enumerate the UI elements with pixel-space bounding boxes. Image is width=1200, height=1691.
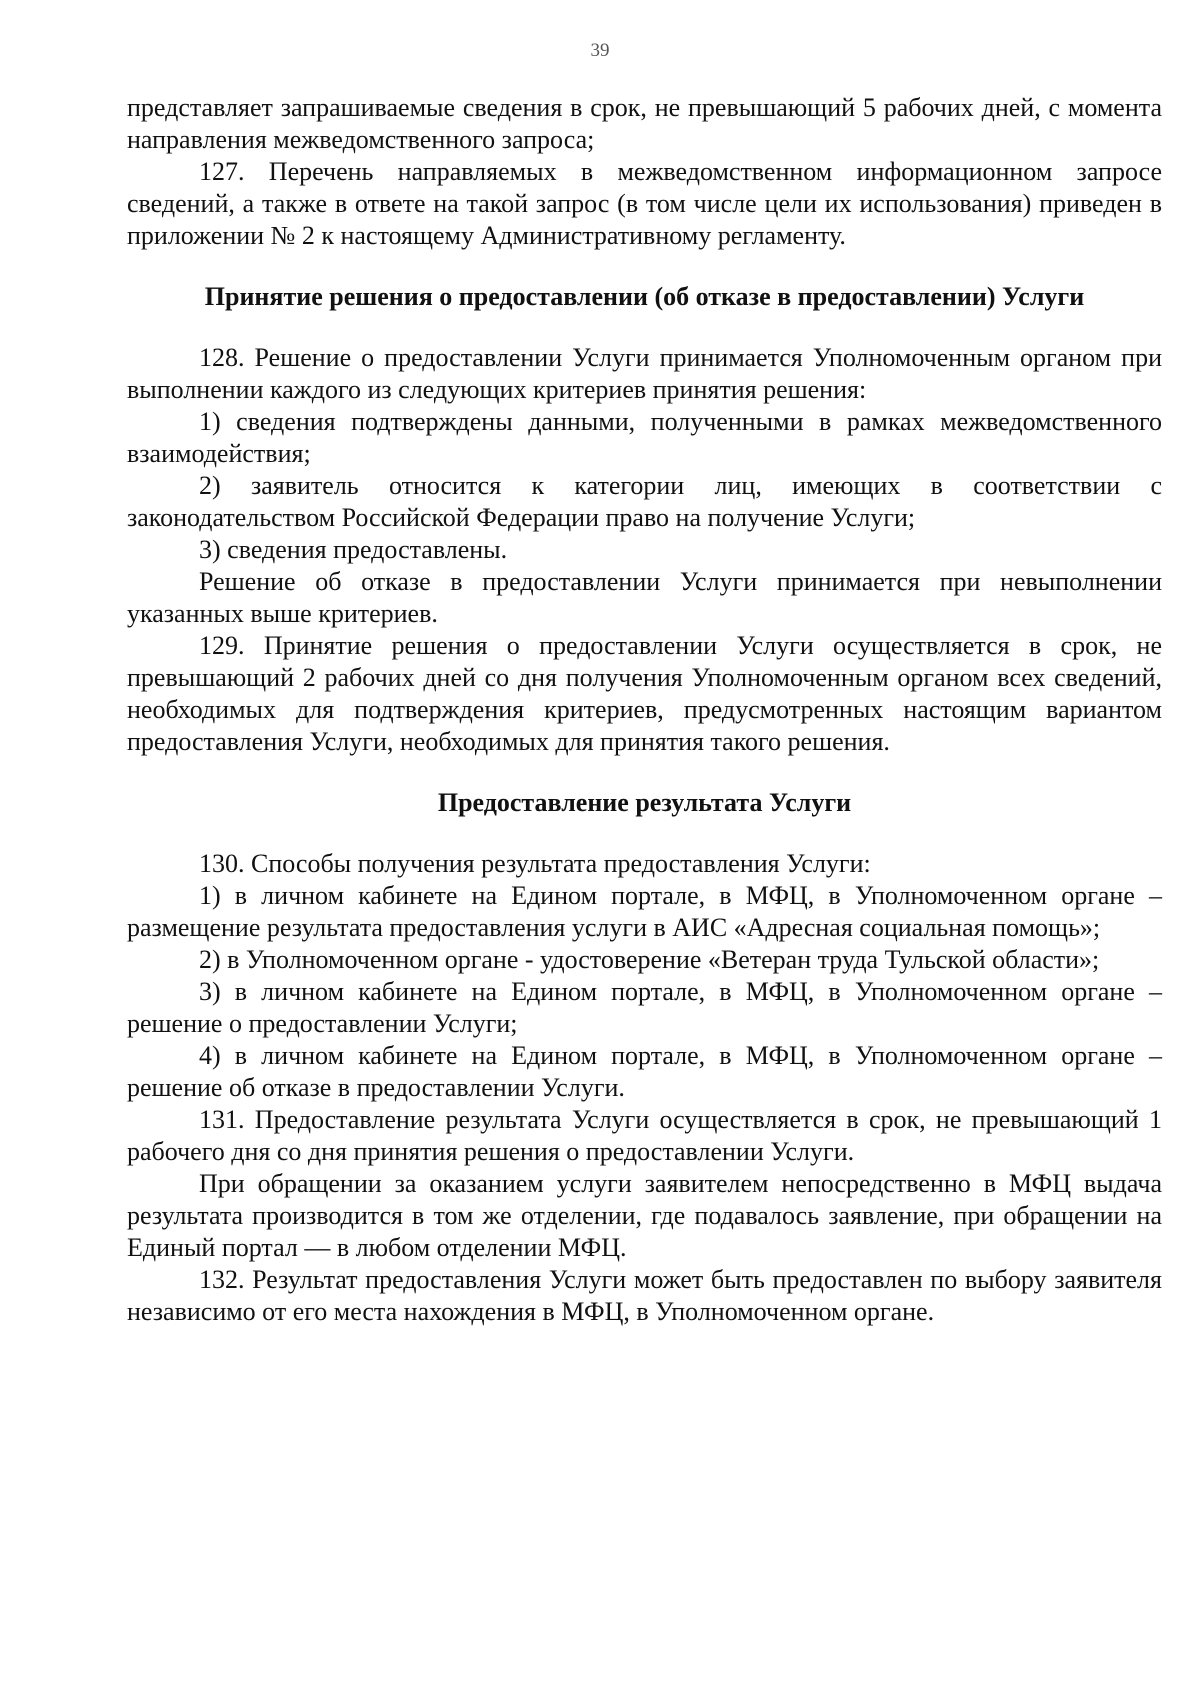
list-item-128-3: 3) сведения предоставлены. xyxy=(199,535,508,564)
section-heading-result: Предоставление результата Услуги xyxy=(437,788,852,817)
list-item-130-4: 4) в личном кабинете на Едином портале, в МФЦ, в Уполномоченном органе – решение об отказе в предоставлении Услуги. xyxy=(127,1041,1162,1102)
spacer xyxy=(127,252,1162,281)
spacer xyxy=(127,758,1162,787)
paragraph-132: 132. Результат предоставления Услуги может быть предоставлен по выбору заявителя независимо от его места нахождения в МФЦ, в Уполномоченном органе. xyxy=(127,1265,1162,1326)
paragraph-130: 130. Способы получения результата предоставления Услуги: xyxy=(199,849,871,878)
paragraph-127: 127. Перечень направляемых в межведомственном информационном запросе сведений, а также в ответе на такой запрос (в том числе цели их использования) приведен в приложении № 2 к настоящему Административному регламенту. xyxy=(127,157,1162,250)
paragraph-129: 129. Принятие решения о предоставлении Услуги осуществляется в срок, не превышающий 2 рабочих дней со дня получения Уполномоченным органом всех сведений, необходимых для подтверждения критериев, предусмотренных настоящим вариантом предоставления Услуги, необходимых для принятия такого решения. xyxy=(127,631,1162,756)
paragraph-131: 131. Предоставление результата Услуги осуществляется в срок, не превышающий 1 рабочего дня со дня принятия решения о предоставлении Услуги. xyxy=(127,1105,1162,1166)
document-body xyxy=(127,92,1162,1328)
paragraph-refusal: Решение об отказе в предоставлении Услуги принимается при невыполнении указанных выше критериев. xyxy=(127,567,1162,628)
paragraph-continuation: представляет запрашиваемые сведения в срок, не превышающий 5 рабочих дней, с момента направления межведомственного запроса; xyxy=(127,93,1162,154)
paragraph-128: 128. Решение о предоставлении Услуги принимается Уполномоченным органом при выполнении каждого из следующих критериев принятия решения: xyxy=(127,343,1162,404)
page-number: 39 xyxy=(590,40,610,61)
list-item-128-1: 1) сведения подтверждены данными, полученными в рамках межведомственного взаимодействия; xyxy=(127,407,1162,468)
list-item-130-3: 3) в личном кабинете на Едином портале, в МФЦ, в Уполномоченном органе – решение о предоставлении Услуги; xyxy=(127,977,1162,1038)
paragraph-mfc: При обращении за оказанием услуги заявителем непосредственно в МФЦ выдача результата производится в том же отделении, где подавалось заявление, при обращении на Единый портал — в любом отделении МФЦ. xyxy=(127,1169,1162,1262)
spacer xyxy=(127,313,1162,342)
spacer xyxy=(127,819,1162,848)
list-item-130-2: 2) в Уполномоченном органе - удостоверение «Ветеран труда Тульской области»; xyxy=(199,945,1100,974)
list-item-130-1: 1) в личном кабинете на Едином портале, в МФЦ, в Уполномоченном органе – размещение результата предоставления услуги в АИС «Адресная социальная помощь»; xyxy=(127,881,1162,942)
section-heading-decision: Принятие решения о предоставлении (об отказе в предоставлении) Услуги xyxy=(204,282,1085,311)
list-item-128-2: 2) заявитель относится к категории лиц, имеющих в соответствии с законодательством Российской Федерации право на получение Услуги; xyxy=(127,471,1162,532)
